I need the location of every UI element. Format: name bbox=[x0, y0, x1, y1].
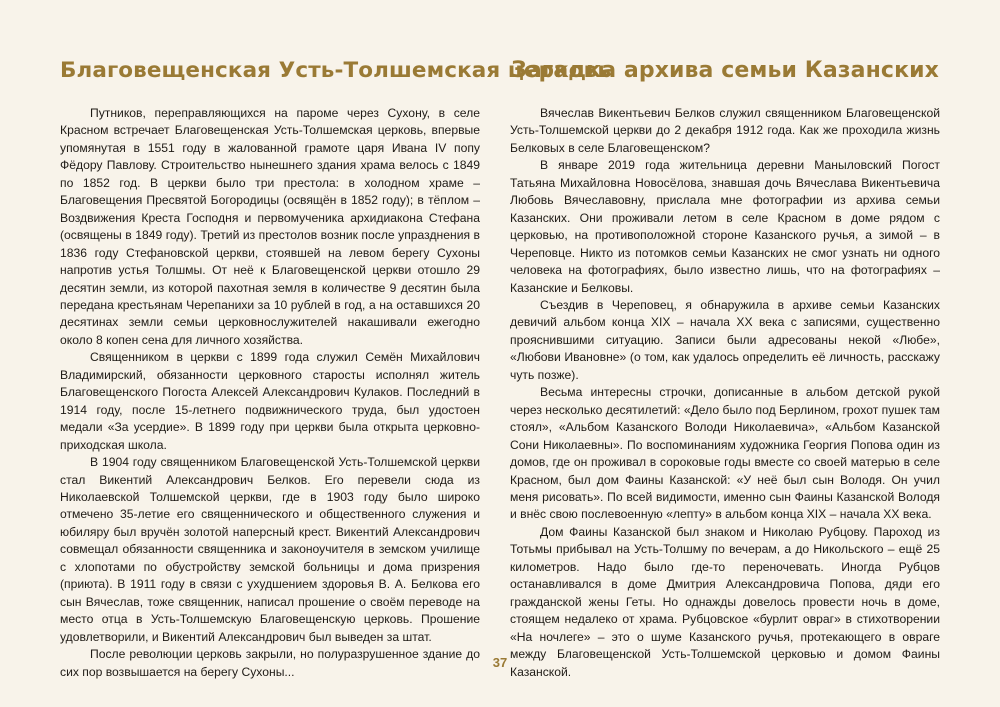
paragraph: Вячеслав Викентьевич Белков служил священником Благовещенской Усть-Толшемской церкви до 2 декабря 1912 года. Как же проходила жизнь Белковых в селе Благовещенском? bbox=[510, 106, 940, 155]
paragraph: Священником в церкви с 1899 года служил Семён Михайлович Владимирский, обязанности церковного старосты исполнял житель Благовещенского Погоста Алексей Александрович Кулаков. Последний в 1914 году, после 15-летнего подвижнического труда, был удостоен медали «За усердие». В 1899 году при церкви была открыта церковно-приходская школа. bbox=[60, 350, 480, 452]
paragraph: В 1904 году священником Благовещенской Усть-Толшемской церкви стал Викентий Александрович Белков. Его перевели сюда из Николаевской Толшемской церкви, где в 1903 году было широко отмечено 35-летие его священнического и общественного служения и юбиляру был вручён золотой наперсный крест. Викентий Александрович совмещал обязанности священника и законоучителя в земском училище с хлопотами по обустройству земской больницы и дома призрения (приюта). В 1911 году в связи с ухудшением здоровья В. А. Белкова его сын Вячеслав, тоже священник, написал прошение о своём переводе на место отца в Усть-Толшемскую Благовещенскую церковь. Прошение удовлетворили, и Викентий Александрович был выведен за штат. bbox=[60, 455, 480, 644]
paragraph: Путников, переправляющихся на пароме через Сухону, в селе Красном встречает Благовещенская Усть-Толшемская церковь, впервые упомянутая в 1551 году в жалованной грамоте царя Ивана IV попу Фёдору Павлову. Строительство нынешнего здания храма велось с 1849 по 1852 год. В церкви было три престола: в холодном храме – Благовещения Пресвятой Богородицы (освящён в 1852 году); в тёплом – Воздвижения Креста Господня и первомученика архидиакона Стефана (освящены в 1849 году). Третий из престолов возник после упразднения в 1836 году Стефановской церкви, стоявшей на левом берегу Сухоны напротив устья Толшмы. От неё к Благовещенской церкви отошло 29 десятин земли, из которой пахотная земля в количестве 9 десятин была передана крестьянам Черепанихи за 10 рублей в год, а на оставшихся 20 десятинах земли семьи церковнослужителей накашивали ежегодно около 8 копен сена для личного хозяйства. bbox=[60, 106, 480, 347]
paragraph: В январе 2019 года жительница деревни Маныловский Погост Татьяна Михайловна Новосёлова, знавшая дочь Вячеслава Викентьевича Любовь Вячеславовну, прислала мне фотографии из архива семьи Казанских. Они проживали летом в селе Красном в доме рядом с церковью, на противоположной стороне Казанского ручья, а зимой – в Череповце. Никто из потомков семьи Казанских не смог узнать ни одного человека на фотографиях, было известно лишь, что на фотографиях – Казанские и Белковы. bbox=[510, 158, 940, 295]
article-title-left: Благовещенская Усть-Толшемская церковь bbox=[60, 58, 612, 83]
paragraph: Съездив в Череповец, я обнаружила в архиве семьи Казанских девичий альбом конца XIX – начала XX века с записями, существенно прояснившими ситуацию. Записи были адресованы некой «Любе», «Любови Ивановне» (о том, как удалось определить её личность, расскажу чуть позже). bbox=[510, 297, 940, 382]
paragraph: Дом Фаины Казанской был знаком и Николаю Рубцову. Пароход из Тотьмы прибывал на Усть-Толшму по вечерам, а до Никольского – ещё 25 километров. Надо было где-то переночевать. Иногда Рубцов останавливался в доме Дмитрия Александровича Попова, дяди его гражданской жены Геты. Но однажды довелось провести ночь в доме, стоящем недалеко от храма. Рубцовское «бурлит овраг» в стихотворении «На ночлеге» – это о шуме Казанского ручья, протекающего в овраге между Благовещенской Усть-Толшемской церковью и домом Фаины Казанской. bbox=[510, 524, 940, 679]
page-number: 37 bbox=[492, 655, 508, 670]
paragraph: Весьма интересны строчки, дописанные в альбом детской рукой через несколько десятилетий: «Дело было под Берлином, грохот пушек там стоял», «Альбом Казанского Володи Николаевича», «Альбом Казанской Сони Николаевны». По воспоминаниям художника Георгия Попова один из домов, где он проживал в сороковые годы вместе со своей матерью в селе Красном, был дом Фаины Казанской: «У неё был сын Володя. Он учил меня рисовать». По всей видимости, именно сын Фаины Казанской Володя и внёс свою послевоенную «лепту» в альбом конца XIX – начала XX века. bbox=[510, 385, 940, 522]
article-title-right: Загадка архива семьи Казанских bbox=[511, 58, 939, 83]
paragraph: После революции церковь закрыли, но полуразрушенное здание до сих пор возвышается на берегу Сухоны... bbox=[60, 647, 480, 679]
right-article bbox=[510, 58, 940, 681]
